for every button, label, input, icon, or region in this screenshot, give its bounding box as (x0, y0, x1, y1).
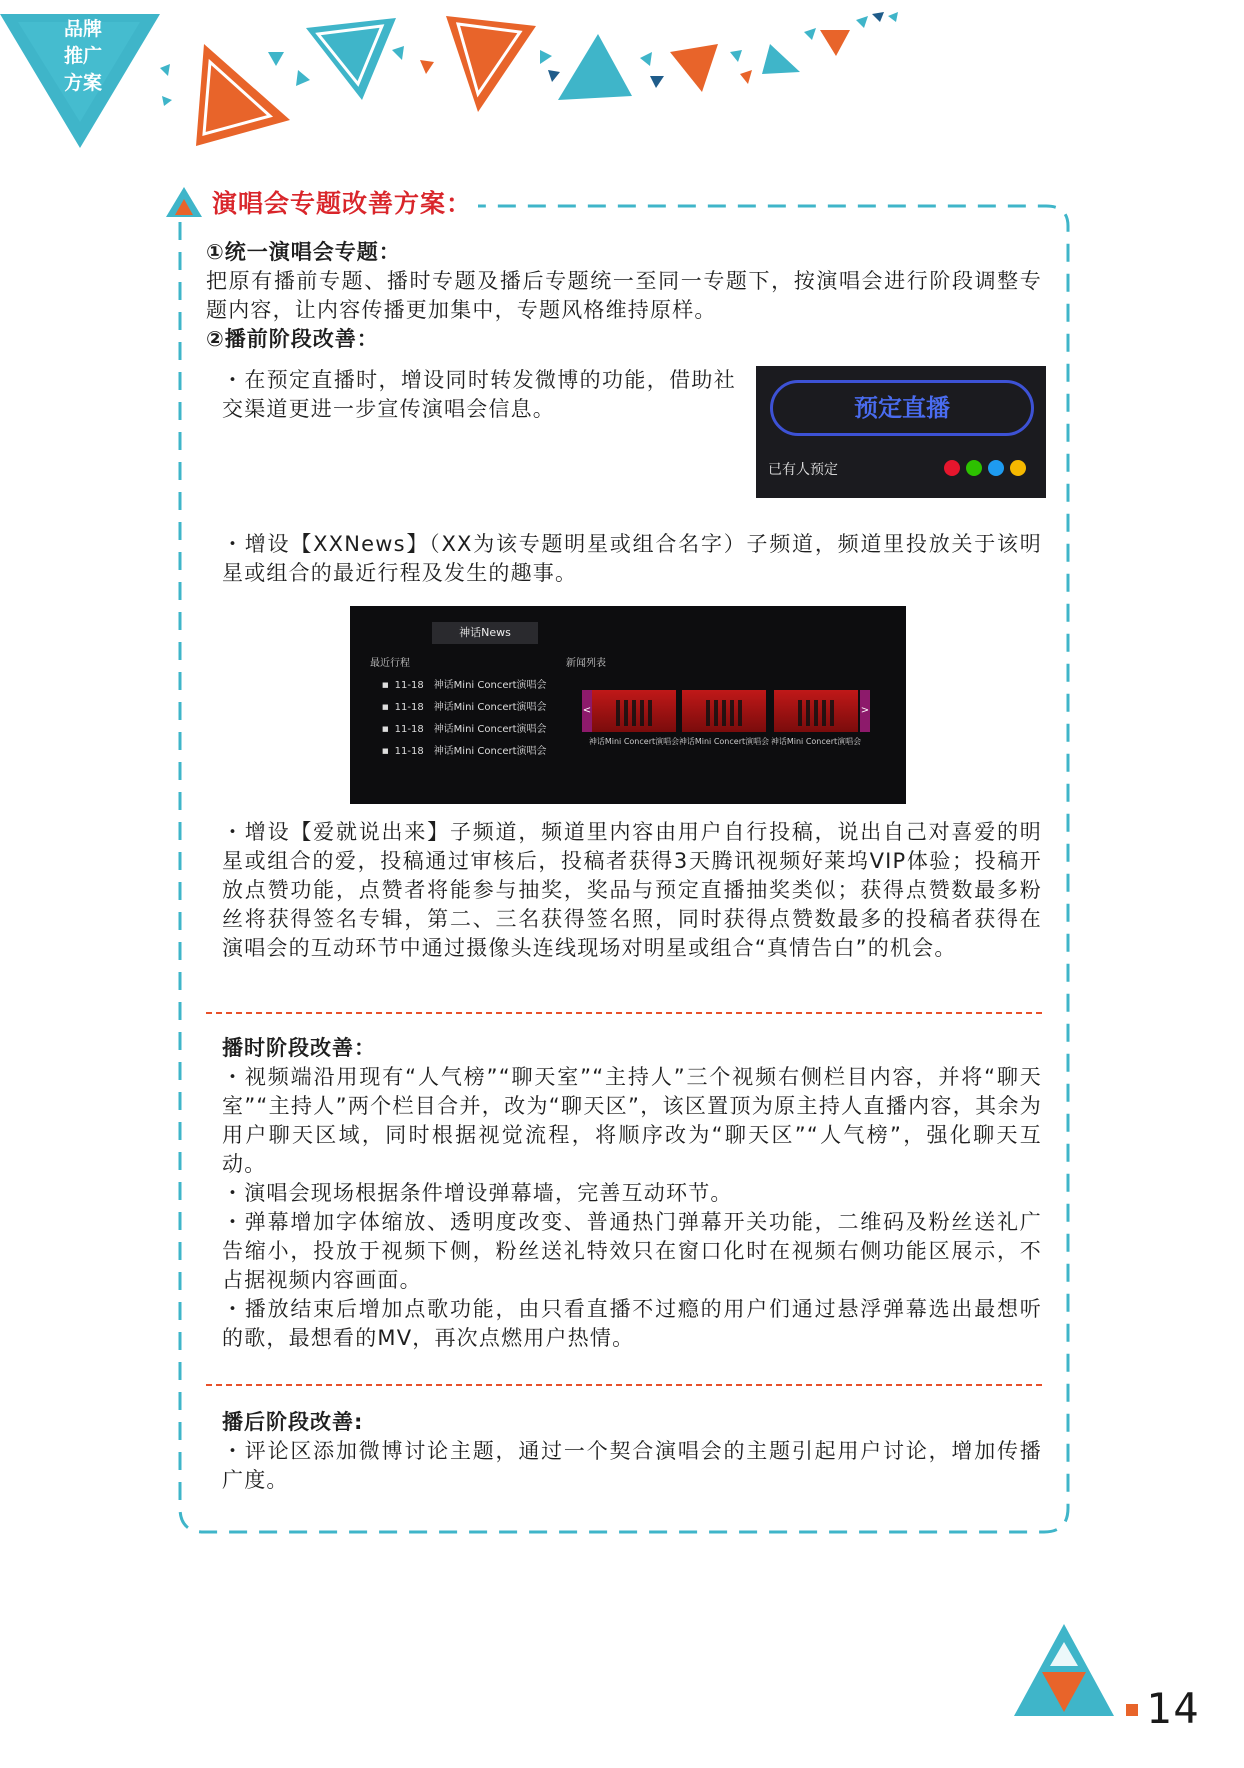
next-arrow[interactable]: > (860, 690, 870, 732)
triangle-icon (164, 185, 204, 219)
live-item-3: ・弹幕增加字体缩放、透明度改变、普通热门弹幕开关功能，二维码及粉丝送礼广告缩小，投放于视频下侧，粉丝送礼特效只在窗口化时在视频右侧功能区展示，不占据视频内容画面。 (222, 1210, 1042, 1292)
news-tab[interactable]: 神话News (432, 622, 538, 644)
news-thumbnail[interactable] (592, 690, 676, 732)
live-item-1: ・视频端沿用现有“人气榜”“聊天室”“主持人”三个视频右侧栏目内容，并将“聊天室”“主持人”两个栏目合并，改为“聊天区”，该区置顶为原主持人直播内容，其余为用户聊天区域，同时根据视觉流程，将顺序改为“聊天区”“人气榜”，强化聊天互动。 (222, 1065, 1042, 1176)
pre-item-1-block (206, 366, 736, 424)
news-caption: 神话Mini Concert演唱会 (770, 737, 862, 746)
news-caption: 神话Mini Concert演唱会 (588, 737, 680, 746)
schedule-item[interactable]: ■ 11-18 神话Mini Concert演唱会 (382, 720, 552, 735)
news-channel-screenshot (350, 606, 906, 804)
reserve-screenshot (756, 366, 1046, 498)
schedule-label: 最近行程 (370, 658, 410, 669)
news-thumbnail[interactable] (682, 690, 766, 732)
pre-item-2: ・增设【XXNews】（XX为该专题明星或组合名字）子频道，频道里投放关于该明星或组合的最近行程及发生的趣事。 (222, 532, 1042, 585)
divider (206, 1384, 1042, 1386)
live-item-4: ・播放结束后增加点歌功能，由只看直播不过瘾的用户们通过悬浮弹幕选出最想听的歌，最想看的MV，再次点燃用户热情。 (222, 1297, 1042, 1350)
news-list-label: 新闻列表 (566, 658, 606, 669)
deco-triangle (762, 44, 800, 74)
corner-label: 品牌 推广 方案 (63, 18, 102, 94)
pre-item-3: ・增设【爱就说出来】子频道，频道里内容由用户自行投稿，说出自己对喜爱的明星或组合的爱，投稿通过审核后，投稿者获得3天腾讯视频好莱坞VIP体验；投稿开放点赞功能，点赞者将能参与抽奖，奖品与预定直播抽奖类似；获得点赞数最多粉丝将获得签名专辑，第二、三名获得签名照，同时获得点赞数最多的投稿者获得在演唱会的互动环节中通过摄像头连线现场对明星或组合“真情告白”的机会。 (222, 820, 1042, 960)
weibo-icon[interactable] (944, 460, 960, 476)
divider (206, 1012, 1042, 1014)
post-item-1: ・评论区添加微博讨论主题，通过一个契合演唱会的主题引起用户讨论，增加传播广度。 (222, 1439, 1042, 1492)
live-item-2: ・演唱会现场根据条件增设弹幕墙，完善互动环节。 (222, 1181, 733, 1205)
page-dot (1126, 1704, 1138, 1716)
unify-block (206, 238, 1042, 354)
pre-heading: ②播前阶段改善： (206, 327, 379, 351)
news-thumbnail[interactable] (774, 690, 858, 732)
header-decoration (0, 0, 1244, 160)
schedule-item[interactable]: ■ 11-18 神话Mini Concert演唱会 (382, 742, 552, 757)
pre-item-2-block (206, 530, 1042, 588)
pre-item-1: ・在预定直播时，增设同时转发微博的功能，借助社交渠道更进一步宣传演唱会信息。 (222, 368, 736, 421)
schedule-item[interactable]: ■ 11-18 神话Mini Concert演唱会 (382, 676, 552, 691)
live-block (206, 1034, 1042, 1353)
live-heading: 播时阶段改善： (222, 1036, 376, 1060)
page-number: 14 (1146, 1684, 1201, 1733)
section-title: 演唱会专题改善方案： (212, 189, 473, 218)
schedule-item[interactable]: ■ 11-18 神话Mini Concert演唱会 (382, 698, 552, 713)
footer-triangle-logo (1012, 1622, 1116, 1718)
news-caption: 神话Mini Concert演唱会 (678, 737, 770, 746)
wechat-icon[interactable] (966, 460, 982, 476)
reserve-live-button[interactable]: 预定直播 (770, 380, 1034, 436)
deco-triangle (558, 34, 632, 100)
prev-arrow[interactable]: < (582, 690, 592, 732)
pre-item-3-block (206, 818, 1042, 963)
unify-heading: ①统一演唱会专题： (206, 240, 401, 264)
qq-icon[interactable] (988, 460, 1004, 476)
post-block (206, 1408, 1042, 1495)
qzone-icon[interactable] (1010, 460, 1026, 476)
reserved-count-text: 已有人预定 (768, 462, 838, 478)
deco-triangle (670, 44, 718, 92)
unify-text: 把原有播前专题、播时专题及播后专题统一至同一专题下，按演唱会进行阶段调整专题内容，让内容传播更加集中，专题风格维持原样。 (206, 269, 1042, 322)
post-heading: 播后阶段改善: (222, 1410, 364, 1434)
section-heading (164, 182, 478, 222)
deco-triangle (820, 30, 850, 56)
